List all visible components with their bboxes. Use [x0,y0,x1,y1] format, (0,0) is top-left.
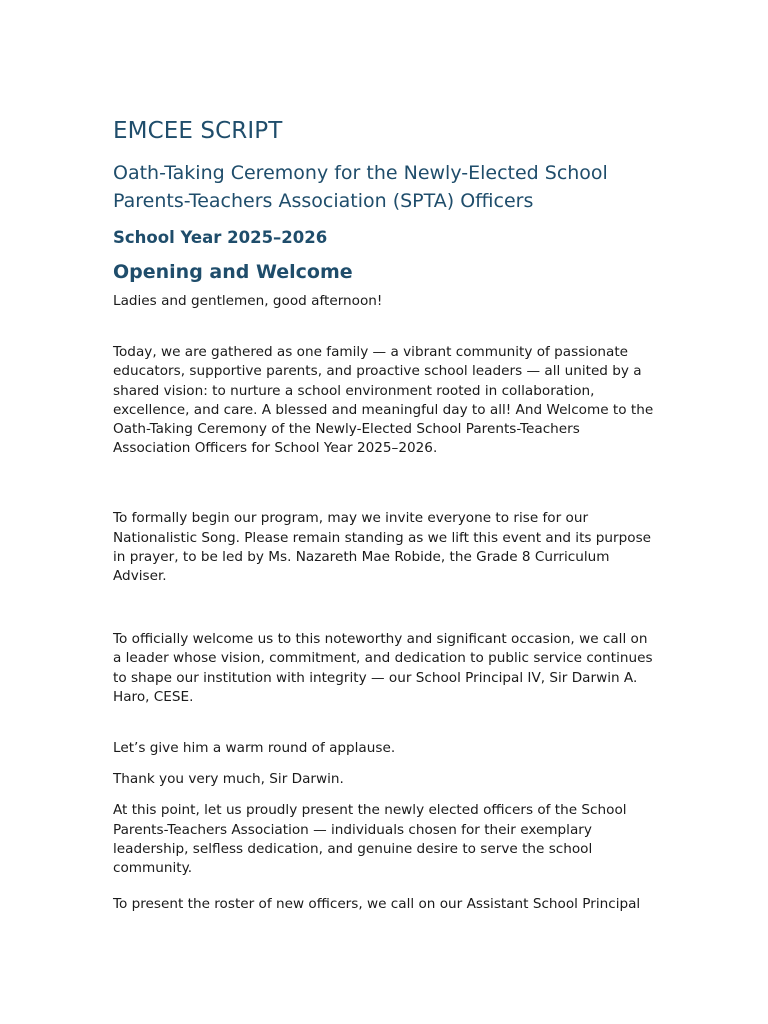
paragraph-welcome: Today, we are gathered as one family — a vibrant community of passionate educators, supportive parents, and proactive school leaders — all united by a shared vision: to nurture a school environment rooted in collaboration, excellence, and care. A blessed and meaningful day to all! And Welcome to the Oath-Taking Ceremony of the Newly-Elected School Parents-Teachers Association Officers for School Year 2025–2026. [113,344,654,457]
paragraph-thank-you: Thank you very much, Sir Darwin. [113,771,344,788]
paragraph-officers: At this point, let us proudly present the newly elected officers of the School Parents-Teachers Association — individuals chosen for their exemplary leadership, selfless dedication, and genuine desire to serve the school community. [113,802,627,877]
paragraph-principal-welcome: To officially welcome us to this noteworthy and significant occasion, we call on a leader whose vision, commitment, and dedication to public service continues to shape our institution with integrity — our School Principal IV, Sir Darwin A. Haro, CESE. [113,631,653,705]
paragraph-nationalistic-song: To formally begin our program, may we invite everyone to rise for our Nationalistic Song. Please remain standing as we lift this event and its purpose in prayer, to be led by Ms. Nazareth Mae Robide, the Grade 8 Curriculum Adviser. [113,510,652,585]
paragraph-roster: To present the roster of new officers, we call on our Assistant School Principal [113,896,641,913]
paragraph-applause: Let’s give him a warm round of applause. [113,740,396,757]
paragraph-greeting: Ladies and gentlemen, good afternoon! [113,293,383,309]
document-title: EMCEE SCRIPT [113,118,283,144]
section-heading: Opening and Welcome [113,261,353,283]
document-subtitle: Oath-Taking Ceremony for the Newly-Elected School Parents-Teachers Association (SPTA) Officers [113,162,608,212]
school-year: School Year 2025–2026 [113,228,328,247]
document-page [113,115,658,914]
